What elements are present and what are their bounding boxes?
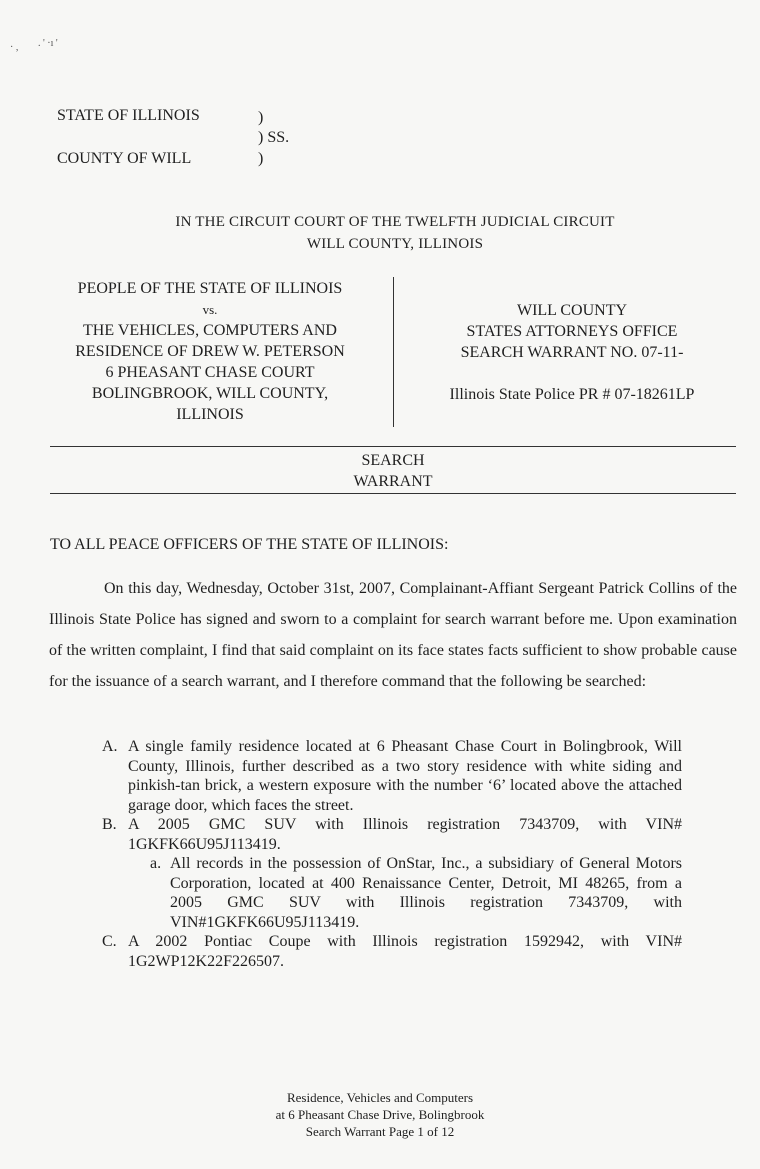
warrant-paragraph: On this day, Wednesday, October 31st, 2007, Complainant-Affiant Sergeant Patrick Collins of the Illinois State Police has signed and sworn to a complaint for search warrant before me. Upon examination of the written complaint, I find that said complaint on its face states facts sufficient to show probable cause for the issuance of a search warrant, and I therefore command that the following be searched:: [49, 580, 737, 690]
caption-line: ILLINOIS: [176, 406, 244, 423]
list-item: [102, 815, 682, 854]
document-title-line1: SEARCH: [361, 452, 425, 469]
office-line: STATES ATTORNEYS OFFICE: [466, 323, 678, 340]
venue-paren: ): [258, 150, 264, 167]
list-item: [102, 737, 682, 815]
item-text: A 2005 GMC SUV with Illinois registration 7343709, with VIN# 1GKFK66U95J113419.: [128, 816, 682, 853]
item-label: a.: [150, 855, 162, 872]
court-subheading: WILL COUNTY, ILLINOIS: [306, 236, 484, 252]
police-report-number: Illinois State Police PR # 07-18261LP: [449, 386, 695, 403]
item-text: A single family residence located at 6 Pheasant Chase Court in Bolingbrook, Will County, Illinois, further described as a two story residence with white siding and pinkish-tan brick, a western exposure with the number ‘6’ located above the attached garage door, which faces the street.: [128, 738, 682, 814]
title-rule-bottom: [50, 493, 736, 494]
office-line: WILL COUNTY: [516, 302, 628, 319]
venue-ss: ) SS.: [258, 129, 290, 146]
page-footer: [180, 1089, 580, 1140]
scan-speck: . ' ·ı ': [38, 38, 58, 49]
salutation: TO ALL PEACE OFFICERS OF THE STATE OF ILLINOIS:: [50, 536, 449, 553]
page-number: Search Warrant Page 1 of 12: [305, 1124, 455, 1139]
venue-state: STATE OF ILLINOIS: [57, 107, 200, 124]
item-text: All records in the possession of OnStar, Inc., a subsidiary of General Motors Corporation, located at 400 Renaissance Center, Detroit, MI 48265, from a 2005 GMC SUV with Illinois registration 7343709, with VIN#1GKFK66U95J113419.: [170, 855, 682, 931]
item-label: C.: [102, 933, 117, 950]
scan-speck: · ,: [10, 42, 19, 53]
caption-line: RESIDENCE OF DREW W. PETERSON: [75, 343, 345, 360]
item-text: A 2002 Pontiac Coupe with Illinois registration 1592942, with VIN# 1G2WP12K22F226507.: [128, 933, 682, 970]
footer-line: Residence, Vehicles and Computers: [286, 1090, 474, 1105]
caption-line: PEOPLE OF THE STATE OF ILLINOIS: [77, 280, 343, 297]
court-heading: IN THE CIRCUIT COURT OF THE TWELFTH JUDICIAL CIRCUIT: [175, 214, 615, 230]
list-item: [102, 932, 682, 971]
venue-county: COUNTY OF WILL: [57, 150, 192, 167]
caption-line: THE VEHICLES, COMPUTERS AND: [83, 322, 337, 339]
footer-line: at 6 Pheasant Chase Drive, Bolingbrook: [275, 1107, 485, 1122]
caption-line: 6 PHEASANT CHASE COURT: [105, 364, 315, 381]
list-sub-item: [102, 854, 682, 932]
document-title-line2: WARRANT: [353, 473, 433, 490]
venue-paren: ): [258, 109, 264, 126]
warrant-number: SEARCH WARRANT NO. 07-11-: [460, 344, 684, 361]
case-caption-parties: [58, 278, 362, 425]
item-label: A.: [102, 738, 118, 755]
item-label: B.: [102, 816, 117, 833]
search-items-list: [102, 737, 682, 971]
title-rule-top: [50, 446, 736, 447]
caption-divider: [393, 277, 394, 427]
caption-line: BOLINGBROOK, WILL COUNTY,: [91, 385, 329, 402]
caption-line: vs.: [202, 302, 218, 317]
case-caption-office: [422, 300, 722, 405]
